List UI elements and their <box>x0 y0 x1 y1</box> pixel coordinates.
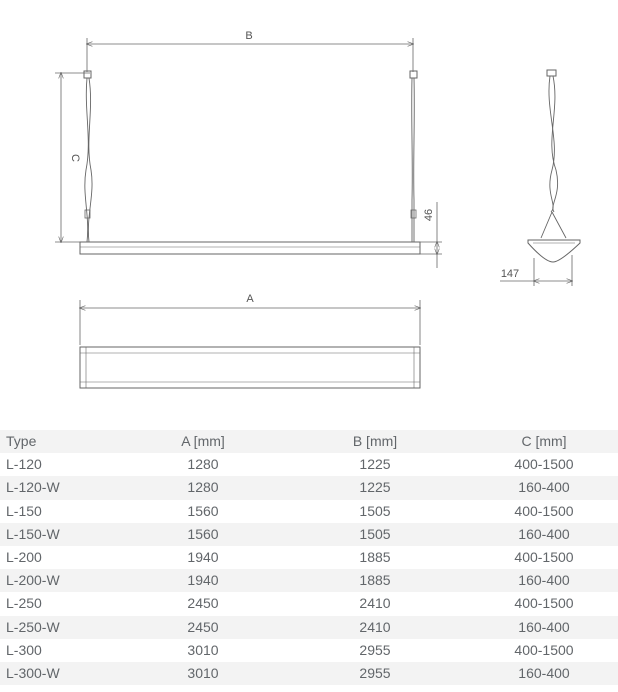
table-row <box>0 476 618 499</box>
cell-type: L-250 <box>6 595 42 612</box>
cell-type: L-300 <box>6 641 42 658</box>
header-b: B [mm] <box>352 433 398 449</box>
header-c: C [mm] <box>521 433 567 449</box>
side-view <box>500 70 580 286</box>
cell-type: L-300-W <box>6 665 60 682</box>
cell-type: L-150-W <box>6 525 60 542</box>
table-row <box>0 546 618 569</box>
table-row <box>0 453 618 476</box>
table-row <box>0 639 618 662</box>
specification-table <box>0 430 618 685</box>
cell-b: 2410 <box>359 618 391 635</box>
cell-b: 2955 <box>359 665 391 682</box>
label-a: A <box>246 293 254 305</box>
table-row <box>0 500 618 523</box>
table-row <box>0 523 618 546</box>
cell-type: L-200 <box>6 549 42 566</box>
cell-b: 1505 <box>359 502 391 519</box>
table-row <box>0 569 618 592</box>
cell-a: 1560 <box>187 525 219 542</box>
right-suspension-wire <box>412 78 413 242</box>
cell-c: 400-1500 <box>514 502 574 519</box>
cell-c: 160-400 <box>518 525 570 542</box>
header-a: A [mm] <box>181 433 225 449</box>
cell-c: 160-400 <box>518 479 570 496</box>
table-header-row <box>0 430 618 453</box>
cell-c: 160-400 <box>518 572 570 589</box>
cell-c: 160-400 <box>518 665 570 682</box>
cell-b: 1225 <box>359 456 391 473</box>
cell-a: 1940 <box>187 572 219 589</box>
label-c: C <box>69 154 81 162</box>
luminaire-body-front <box>80 242 420 254</box>
cell-a: 3010 <box>187 665 219 682</box>
cell-a: 2450 <box>187 618 219 635</box>
cell-type: L-120-W <box>6 479 60 496</box>
table-row <box>0 662 618 685</box>
cell-a: 2450 <box>187 595 219 612</box>
cell-b: 2955 <box>359 641 391 658</box>
cell-c: 400-1500 <box>514 595 574 612</box>
header-type: Type <box>6 433 37 449</box>
table-row <box>0 616 618 639</box>
cell-b: 2410 <box>359 595 391 612</box>
cell-b: 1225 <box>359 479 391 496</box>
cell-a: 1940 <box>187 549 219 566</box>
label-147: 147 <box>500 268 520 280</box>
cell-c: 400-1500 <box>514 641 574 658</box>
cell-b: 1885 <box>359 572 391 589</box>
cell-a: 3010 <box>187 641 219 658</box>
bottom-view <box>80 300 420 388</box>
cell-c: 400-1500 <box>514 456 574 473</box>
cell-c: 400-1500 <box>514 549 574 566</box>
cell-type: L-250-W <box>6 618 60 635</box>
cell-c: 160-400 <box>518 618 570 635</box>
cell-b: 1505 <box>359 525 391 542</box>
cell-a: 1560 <box>187 502 219 519</box>
cell-a: 1280 <box>187 479 219 496</box>
right-canopy <box>410 71 417 78</box>
cell-type: L-150 <box>6 502 42 519</box>
table-row <box>0 592 618 615</box>
front-view <box>55 38 442 268</box>
cell-b: 1885 <box>359 549 391 566</box>
label-b: B <box>245 30 253 42</box>
label-46: 46 <box>423 208 435 222</box>
cell-type: L-120 <box>6 456 42 473</box>
left-canopy <box>84 71 91 78</box>
cell-a: 1280 <box>187 456 219 473</box>
cell-type: L-200-W <box>6 572 60 589</box>
